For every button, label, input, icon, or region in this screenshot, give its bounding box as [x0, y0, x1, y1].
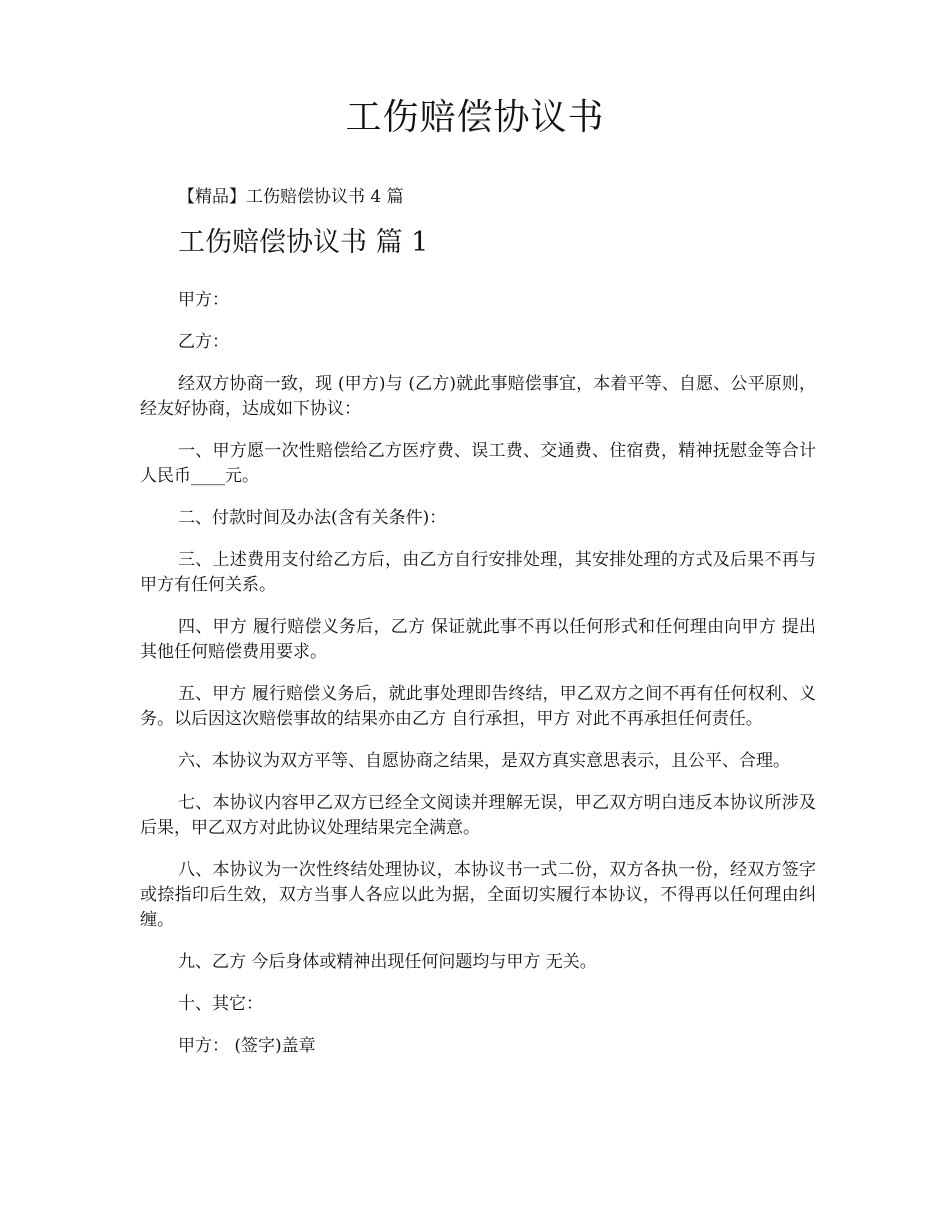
- clause-2: 二、付款时间及办法(含有关条件)：: [178, 508, 447, 528]
- signature-line-party-a: 甲方： (签字)盖章: [178, 1036, 316, 1056]
- clause-1: 一、甲方愿一次性赔偿给乙方医疗费、误工费、交通费、住宿费，精神抚慰金等合计人民币____元。: [140, 441, 816, 486]
- section-heading: 工伤赔偿协议书 篇 1: [178, 227, 429, 258]
- intro-paragraph: 经双方协商一致，现 (甲方)与 (乙方)就此事赔偿事宜，本着平等、自愿、公平原则，经友好协商，达成如下协议：: [140, 374, 816, 419]
- agreement-body: [140, 288, 816, 1076]
- document-title: 工伤赔偿协议书: [345, 97, 605, 138]
- clause-8: 八、本协议为一次性终结处理协议，本协议书一式二份，双方各执一份，经双方签字或捺指印后生效，双方当事人各应以此为据，全面切实履行本协议，不得再以任何理由纠缠。: [140, 860, 816, 930]
- clause-6: 六、本协议为双方平等、自愿协商之结果，是双方真实意思表示，且公平、合理。: [178, 751, 790, 771]
- clause-3: 三、上述费用支付给乙方后，由乙方自行安排处理，其安排处理的方式及后果不再与甲方有任何关系。: [140, 550, 816, 595]
- clause-9: 九、乙方 今后身体或精神出现任何问题均与甲方 无关。: [178, 952, 597, 972]
- clause-5: 五、甲方 履行赔偿义务后，就此事处理即告终结，甲乙双方之间不再有任何权利、义务。以后因这次赔偿事故的结果亦由乙方 自行承担，甲方 对此不再承担任何责任。: [140, 684, 816, 729]
- clause-10: 十、其它：: [178, 994, 263, 1014]
- party-b-line: 乙方：: [178, 332, 229, 352]
- clause-4: 四、甲方 履行赔偿义务后，乙方 保证就此事不再以任何形式和任何理由向甲方 提出其他任何赔偿费用要求。: [140, 617, 816, 662]
- party-a-line: 甲方：: [178, 290, 229, 310]
- clause-7: 七、本协议内容甲乙双方已经全文阅读并理解无误，甲乙双方明白违反本协议所涉及后果，甲乙双方对此协议处理结果完全满意。: [140, 793, 816, 838]
- document-subtitle: 【精品】工伤赔偿协议书 4 篇: [178, 187, 404, 207]
